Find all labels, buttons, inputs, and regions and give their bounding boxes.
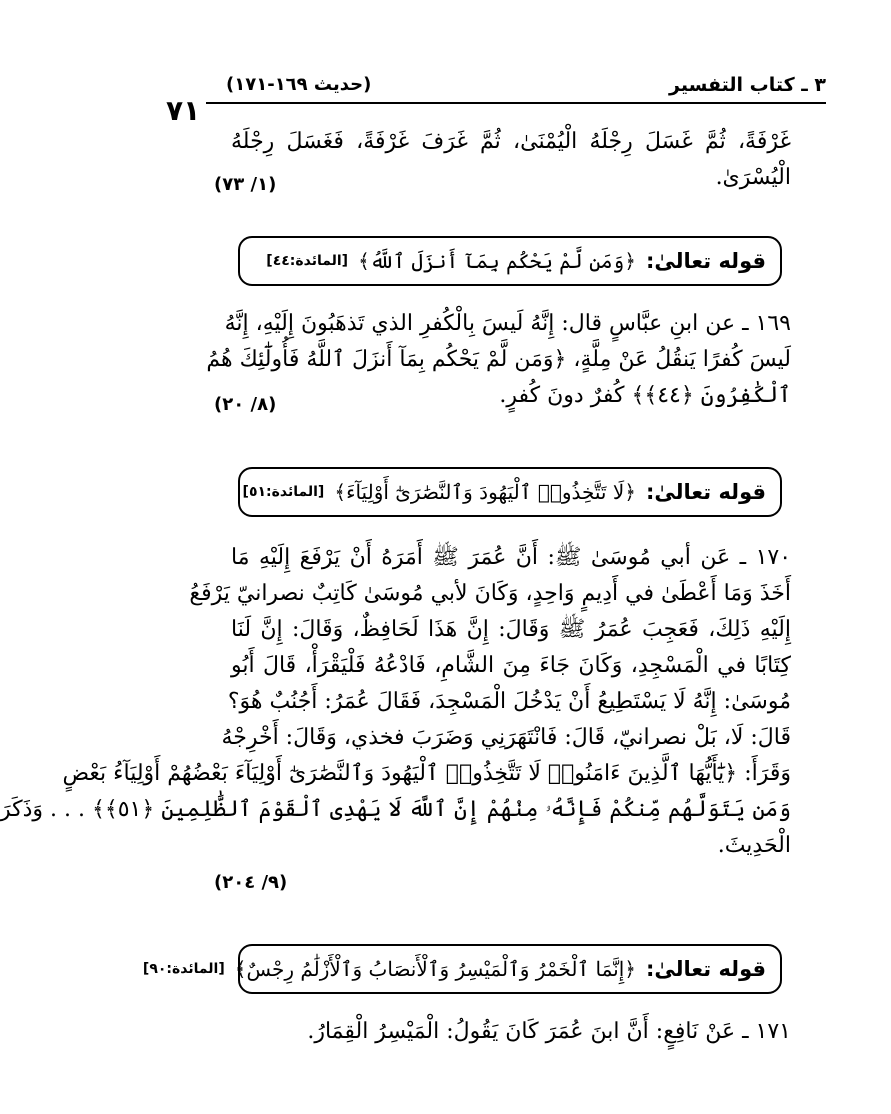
text-line: ١٦٩ ـ عن ابنِ عبَّاسٍ قال: إِنَّهُ لَيسَ بِالْكُفرِ الذي تَذهَبُونَ إِلَيْهِ، إِنَّهُ <box>224 311 791 336</box>
text-line: مُوسَىٰ: إِنَّهُ لَا يَسْتَطِيعُ أَنْ يَدْخُلَ الْمَسْجِدَ، فَقَالَ عُمَرُ: أَجُنُبٌ هُوَ؟ <box>227 689 791 714</box>
heading-source: [المائدة:٤٤] <box>266 253 349 269</box>
heading-verse: ﴿لَا تَتَّخِذُوا۟ ٱلْيَهُودَ وَٱلنَّصَٰرَىٰٓ أَوْلِيَآءَ﴾ <box>334 480 636 504</box>
verse-heading-box <box>238 236 782 286</box>
hadith-171 <box>231 1014 791 1050</box>
text-line: ١٧٠ ـ عَن أبي مُوسَىٰ ﷺ: أَنَّ عُمَرَ ﷺ أَمَرَهُ أَنْ يَرْفَعَ إِلَيْهِ مَا <box>231 545 792 570</box>
verse-heading-box <box>142 944 782 994</box>
intro-reference: (١/ ٧٣) <box>214 174 277 195</box>
text-line: وَقَرَأَ: ﴿يَٰٓأَيُّهَا ٱلَّذِينَ ءَامَنُوا۟ لَا تَتَّخِذُوا۟ ٱلْيَهُودَ وَٱلنَّصَٰرَىٰٓ أَوْلِيَآءَ بَعْضُهُمْ أَوْلِيَآءُ بَعْضٍ <box>62 761 791 786</box>
text-line: الْيُسْرَىٰ. <box>715 165 791 190</box>
hadith-169 <box>206 306 791 414</box>
text-line: ١٧١ ـ عَنْ نَافِعٍ: أَنَّ ابنَ عُمَرَ كَانَ يَقُولُ: الْمَيْسِرُ الْقِمَارُ. <box>307 1019 791 1044</box>
chapter-title: ٣ ـ كتاب التفسير <box>669 74 826 96</box>
heading-lead: قوله تعالىٰ: <box>645 480 766 504</box>
verse-heading-box <box>238 467 782 517</box>
heading-verse: ﴿إِنَّمَا ٱلْخَمْرُ وَٱلْمَيْسِرُ وَٱلْأَنصَابُ وَٱلْأَزْلَٰمُ رِجْسٌ﴾ <box>234 957 636 981</box>
hadith-170 <box>0 540 792 864</box>
heading-lead: قوله تعالىٰ: <box>645 249 766 273</box>
text-line: غَرْفَةً، ثُمَّ غَسَلَ رِجْلَهُ الْيُمْنَىٰ، ثُمَّ غَرَفَ غَرْفَةً، فَغَسَلَ رِجْلَهُ <box>231 129 791 154</box>
text-line: لَيسَ كُفرًا يَنقُلُ عَنْ مِلَّةٍ، ﴿وَمَن لَّمْ يَحْكُم بِمَآ أَنزَلَ ٱللَّهُ فَأُولَٰٓئِكَ هُمُ <box>206 347 791 372</box>
text-line: أَخَذَ وَمَا أَعْطَىٰ في أَدِيمٍ وَاحِدٍ، وَكَانَ لأبي مُوسَىٰ كَاتِبٌ نصرانيّ يَرْفَعُ <box>189 581 791 606</box>
running-header <box>206 72 826 104</box>
heading-source: [المائدة:٥١] <box>242 484 325 500</box>
hadith-range: (حديث ١٦٩-١٧١) <box>226 74 372 95</box>
hadith-170-reference: (٩/ ٢٠٤) <box>214 872 288 893</box>
text-line: قَالَ: لَا، بَلْ نصرانيّ، قَالَ: فَانْتَهَرَنِي وَضَرَبَ فخذي، وَقَالَ: أَخْرِجْهُ <box>221 725 791 750</box>
page-number: ٧١ <box>166 94 201 127</box>
text-line: الْحَدِيثَ. <box>717 833 791 858</box>
heading-source: [المائدة:٩٠] <box>142 961 225 977</box>
text-line: وَمَن يَتَوَلَّهُم مِّنكُمْ فَإِنَّهُۥ مِنْهُمْ إِنَّ ٱللَّهَ لَا يَهْدِى ٱلْقَوْمَ ٱلظَّٰلِمِينَ ﴿٥١﴾﴾ . . . وَذَكَرَ <box>0 797 791 822</box>
heading-lead: قوله تعالىٰ: <box>645 957 766 981</box>
text-line: ٱلْكَٰفِرُونَ ﴿٤٤﴾﴾ كُفرٌ دونَ كُفرٍ. <box>499 383 791 408</box>
text-line: كِتَابًا في الْمَسْجِدِ، وَكَانَ جَاءَ مِنَ الشَّامِ، فَادْعُهُ فَلْيَقْرَأْ، قَالَ أَبُو <box>231 653 791 678</box>
heading-verse: ﴿وَمَن لَّمْ يَحْكُم بِمَآ أَنزَلَ ٱللَّهُ﴾ <box>358 249 636 273</box>
intro-paragraph <box>231 124 791 196</box>
text-line: إِلَيْهِ ذَلِكَ، فَعَجِبَ عُمَرُ ﷺ وَقَالَ: إِنَّ هَذَا لَحَافِظٌ، وَقَالَ: إِنَّ لَنَا <box>231 617 791 642</box>
hadith-169-reference: (٨/ ٢٠) <box>214 394 277 415</box>
